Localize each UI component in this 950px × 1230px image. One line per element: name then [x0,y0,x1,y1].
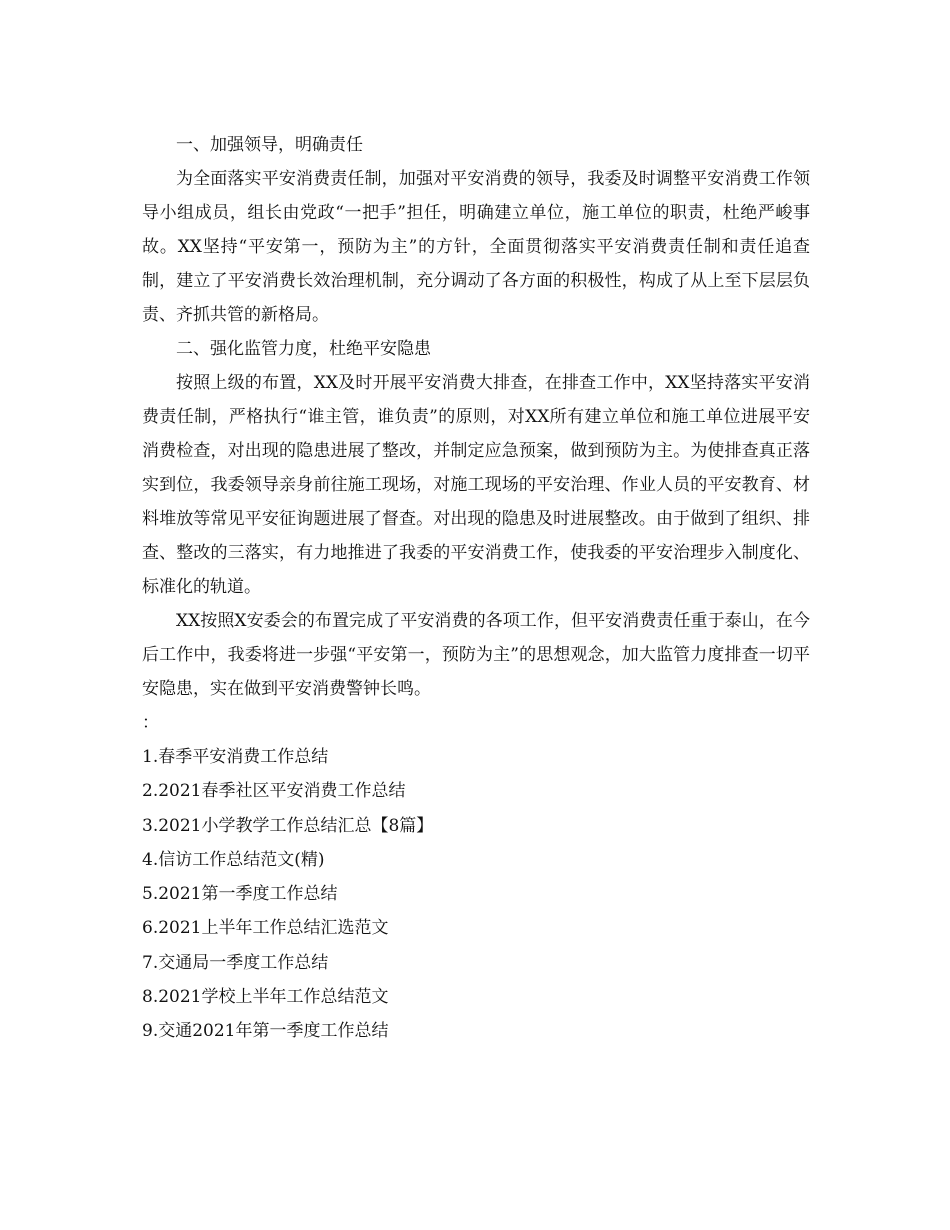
section-heading-1: 一、加强领导，明确责任 [176,135,363,155]
related-article-link[interactable]: 5.2021第一季度工作总结 [142,884,338,905]
section-2-paragraph-1: 按照上级的布置，XX及时开展平安消费大排查，在排查工作中，XX坚持落实平安消费责任制，严格执行“谁主管，谁负责”的原则，对XX所有建立单位和施工单位进展平安消费检查，对出现的隐患进展了整改，并制定应急预案，做到预防为主。为使排查真正落实到位，我委领导亲身前往施工现场，对施工现场的平安治理、作业人员的平安教育、材料堆放等常见平安征询题进展了督查。对出现的隐患及时进展整改。由于做到了组织、排查、整改的三落实，有力地推进了我委的平安消费工作，使我委的平安治理步入制度化、标准化的轨道。 [142,373,810,597]
related-article-link[interactable]: 8.2021学校上半年工作总结范文 [142,987,389,1008]
related-articles-list [142,740,810,1049]
section-heading-2: 二、强化监管力度，杜绝平安隐患 [176,339,431,359]
related-article-link[interactable]: 9.交通2021年第一季度工作总结 [142,1021,389,1042]
related-article-link[interactable]: 1.春季平安消费工作总结 [142,747,329,767]
related-article-link[interactable]: 7.交通局一季度工作总结 [142,952,329,973]
section-2-paragraph-2: XX按照X安委会的布置完成了平安消费的各项工作，但平安消费责任重于泰山，在今后工作中，我委将进一步强“平安第一，预防为主”的思想观念，加大监管力度排查一切平安隐患，实在做到平安消费警钟长鸣。 [142,611,810,699]
section-1-paragraph-1: 为全面落实平安消费责任制，加强对平安消费的领导，我委及时调整平安消费工作领导小组成员，组长由党政“一把手”担任，明确建立单位，施工单位的职责，杜绝严峻事故。XX坚持“平安第一，预防为主”的方针，全面贯彻落实平安消费责任制和责任追查制，建立了平安消费长效治理机制，充分调动了各方面的积极性，构成了从上至下层层负责、齐抓共管的新格局。 [142,169,810,325]
related-article-link[interactable]: 6.2021上半年工作总结汇选范文 [142,918,389,939]
related-article-link[interactable]: 3.2021小学教学工作总结汇总【8篇】 [142,815,434,836]
list-separator: ： [142,713,159,733]
related-article-link[interactable]: 2.2021春季社区平安消费工作总结 [142,781,406,802]
document-body [142,128,810,1049]
related-article-link[interactable]: 4.信访工作总结范文(精) [142,849,325,870]
